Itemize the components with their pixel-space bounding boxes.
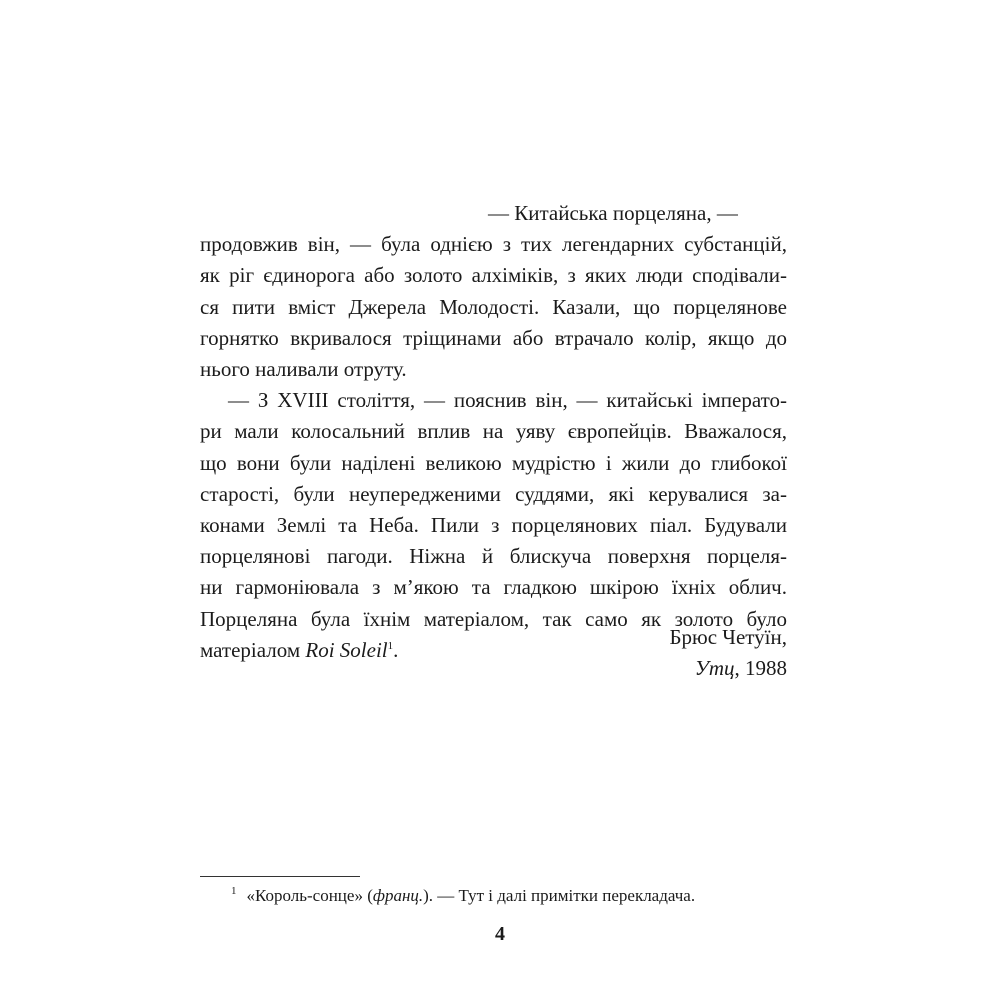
attribution-author: Брюс Четуїн,: [669, 625, 787, 649]
attribution-work: Утц: [694, 656, 735, 680]
epigraph-attribution: [500, 622, 787, 684]
text-line: нього наливали отруту.: [200, 357, 407, 382]
italic-phrase: Roi Soleil: [305, 637, 388, 662]
text-line: конами Землі та Неба. Пили з порцелянових піал. Будували: [200, 513, 787, 538]
text-line: порцелянові пагоди. Ніжна й блискуча поверхня порцеля-: [200, 544, 787, 569]
text-line: ри мали колосальний вплив на уяву європейців. Вважалося,: [200, 419, 787, 444]
text-fragment: .: [393, 637, 399, 662]
text-line: як ріг єдинорога або золото алхіміків, з яких люди сподівали-: [200, 263, 787, 288]
text-line: продовжив він, — була однією з тих легендарних субстанцій,: [200, 232, 787, 257]
epigraph: [200, 198, 787, 666]
attribution-separator: ,: [734, 656, 745, 680]
text-line: ся пити вміст Джерела Молодості. Казали, що порцелянове: [200, 294, 787, 319]
footnote-text-after: ). — Тут і далі примітки перекладача.: [423, 886, 696, 905]
text-fragment: матеріалом: [200, 637, 306, 662]
footnote: [231, 884, 791, 908]
text-line: — З XVIII століття, — пояснив він, — китайські імперато-: [228, 388, 787, 413]
text-line: — Китайська порцеляна, —: [488, 201, 738, 225]
text-line: Порцеляна була їхнім матеріалом, так само як золото було: [200, 606, 787, 631]
text-line: ни гармоніювала з м’якою та гладкою шкірою їхніх облич.: [200, 575, 787, 600]
footnote-divider: [200, 876, 360, 877]
epigraph-paragraph-1: [200, 198, 787, 385]
text-line: горнятко вкривалося тріщинами або втрачало колір, якщо до: [200, 325, 787, 350]
footnote-text-italic: франц.: [372, 886, 424, 905]
text-line: старості, були неупередженими суддями, які керувалися за-: [200, 481, 787, 506]
page-number: 4: [495, 923, 505, 945]
footnote-text-before: «Король-сонце» (: [246, 886, 373, 905]
text-line: що вони були наділені великою мудрістю і жили до глибокої: [200, 450, 787, 475]
attribution-source: [500, 653, 787, 684]
footnote-reference[interactable]: 1: [387, 639, 394, 652]
footnote-mark: 1: [231, 885, 237, 898]
attribution-year: 1988: [745, 656, 787, 680]
